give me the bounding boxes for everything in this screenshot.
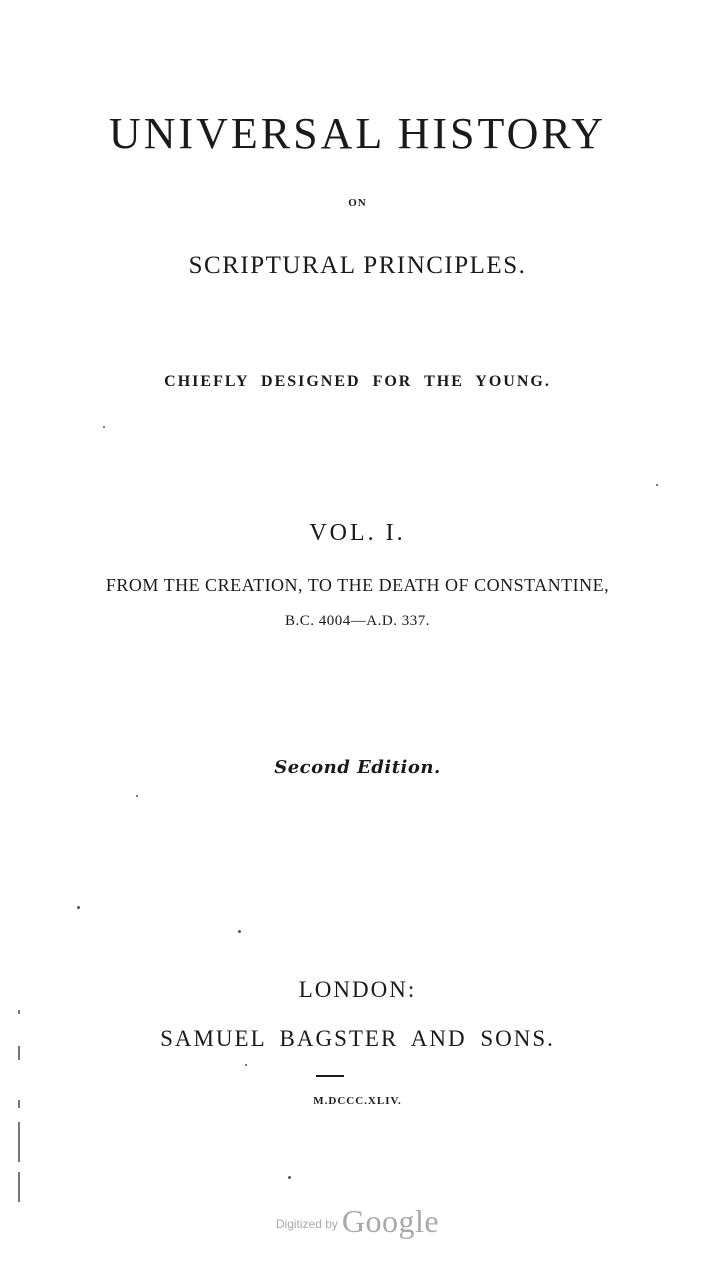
book-title: UNIVERSAL HISTORY (108, 109, 607, 158)
page-edge-mark (18, 1010, 20, 1014)
publication-city: LONDON: (298, 977, 417, 1002)
scan-speck (77, 906, 80, 909)
scan-speck (656, 484, 658, 486)
scan-speck (103, 426, 105, 428)
page-edge-mark (18, 1122, 20, 1162)
volume-label: VOL. I. (309, 520, 406, 546)
book-subtitle: SCRIPTURAL PRINCIPLES. (188, 252, 527, 279)
scan-speck (288, 1176, 291, 1179)
edition-label: Second Edition. (274, 757, 441, 778)
publication-year: M.DCCC.XLIV. (313, 1095, 402, 1107)
watermark-prefix: Digitized by (275, 1217, 338, 1231)
title-connector: ON (348, 197, 367, 209)
page-edge-mark (18, 1046, 20, 1060)
page-edge-mark (18, 1100, 20, 1108)
page-edge-mark (18, 1172, 20, 1202)
google-logo: Google (341, 1203, 440, 1239)
scan-speck (136, 795, 138, 797)
scan-speck (245, 1064, 247, 1066)
publisher-name: SAMUEL BAGSTER AND SONS. (160, 1026, 555, 1051)
divider-rule (316, 1075, 344, 1077)
date-range: B.C. 4004—A.D. 337. (285, 613, 430, 629)
book-tagline: CHIEFLY DESIGNED FOR THE YOUNG. (164, 373, 551, 390)
scan-speck (238, 930, 241, 933)
period-description: FROM THE CREATION, TO THE DEATH OF CONSTANTINE, (105, 575, 610, 595)
digitization-watermark (0, 1203, 715, 1240)
